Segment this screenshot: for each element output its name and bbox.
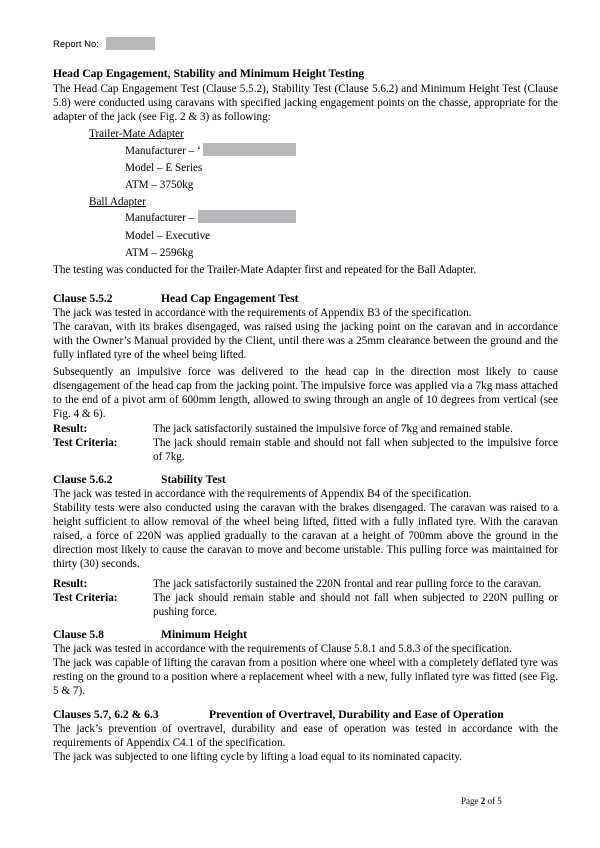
clause-58-p1: The jack was tested in accordance with the requirements of Clause 5.8.1 and 5.8.3 of the specification. (53, 643, 512, 655)
clause-562-number: Clause 5.6.2 (53, 473, 113, 486)
clause-562-criteria-label: Test Criteria: (53, 592, 118, 604)
clause-57-number: Clauses 5.7, 6.2 & 6.3 (53, 708, 159, 721)
report-number-row (53, 37, 155, 50)
clause-58-number: Clause 5.8 (53, 628, 104, 641)
adapter1-name: Trailer-Mate Adapter (89, 128, 184, 140)
section-intro: The Head Cap Engagement Test (Clause 5.5.2), Stability Test (Clause 5.6.2) and Minimum Height Test (Clause 5.8) were conducted using caravans with specified jacking engagement points on the chasse, appropriate for the adapter of the jack (see Fig. 2 & 3) as following: (53, 83, 558, 123)
clause-562-result-label: Result: (53, 578, 88, 590)
clause-562-result-text: The jack satisfactorily sustained the 220N frontal and rear pulling force to the caravan. (153, 578, 542, 590)
clause-58-p2: The jack was capable of lifting the caravan from a position where one wheel with a completely deflated tyre was resting on the ground to a position where a replacement wheel with a new, fully inflated tyre was fitted (see Fig. 5 & 7). (53, 657, 558, 697)
clause-562-p2: Stability tests were also conducted using the caravan with the brakes disengaged. The caravan was raised to a height sufficient to allow removal of the wheel being lifted, fitted with a fully inflated tyre. With the caravan raised, a force of 220N was applied gradually to the caravan at a height of 700mm above the ground in the direction most likely to cause the caravan to move and become unstable. This pulling force was maintained for thirty (30) seconds. (53, 502, 558, 570)
adapter2-manufacturer-row (125, 210, 296, 227)
clause-552-result-text: The jack satisfactorily sustained the impulsive force of 7kg and remained stable. (153, 423, 513, 435)
clause-57-p2: The jack was subjected to one lifting cycle by lifting a load equal to its nominated capacity. (53, 751, 463, 763)
adapter2-manufacturer-redaction (198, 210, 296, 223)
clause-57-title: Prevention of Overtravel, Durability and Ease of Operation (209, 708, 504, 721)
report-number-label: Report No: (53, 39, 99, 50)
section-closing: The testing was conducted for the Trailer-Mate Adapter first and repeated for the Ball Adapter. (53, 264, 477, 276)
adapter2-atm: ATM – 2596kg (125, 247, 194, 259)
adapter1-manufacturer: Manufacturer – ‘ (125, 145, 201, 157)
adapter2-model: Model – Executive (125, 230, 211, 242)
page-prefix: Page (461, 796, 479, 806)
clause-552-number: Clause 5.5.2 (53, 292, 113, 305)
clause-552-criteria-label: Test Criteria: (53, 437, 118, 449)
clause-562-title: Stability Test (161, 473, 226, 486)
report-number-redaction (106, 37, 155, 50)
clause-552-p3: Subsequently an impulsive force was delivered to the head cap in the direction most likely to cause disengagement of the head cap from the jacking point. The impulsive force was applied via a 7kg mass attached to the end of a pivot arm of 600mm length, allowed to swing through an angle of 10 degrees from vertical (see Fig. 4 & 6). (53, 366, 558, 420)
clause-58-title: Minimum Height (161, 628, 247, 641)
clause-57-p1: The jack’s prevention of overtravel, durability and ease of operation was tested in accordance with the requirements of Appendix C4.1 of the specification. (53, 723, 558, 749)
page-number (461, 796, 502, 806)
section-title: Head Cap Engagement, Stability and Minimum Height Testing (53, 67, 365, 80)
clause-552-criteria-text: The jack should remain stable and should not fall when subjected to the impulsive force of 7kg. (153, 437, 558, 463)
clause-552-p1: The jack was tested in accordance with the requirements of Appendix B3 of the specification. (53, 307, 472, 319)
adapter2-manufacturer: Manufacturer – (125, 212, 195, 224)
adapter1-model: Model – E Series (125, 162, 203, 174)
adapter1-manufacturer-redaction (203, 143, 296, 156)
clause-552-title: Head Cap Engagement Test (161, 292, 299, 305)
clause-552-result-label: Result: (53, 423, 88, 435)
page-total: of 5 (487, 796, 502, 806)
page-current: 2 (480, 796, 486, 806)
clause-552-p2: The caravan, with its brakes disengaged, was raised using the jacking point on the caravan and in accordance with the Owner’s Manual provided by the Client, until there was a 25mm clearance between the ground and the fully inflated tyre of the wheel being lifted. (53, 321, 558, 361)
adapter1-manufacturer-row (125, 143, 296, 160)
adapter1-atm: ATM – 3750kg (125, 179, 194, 191)
adapter2-name: Ball Adapter (89, 196, 146, 208)
clause-562-p1: The jack was tested in accordance with the requirements of Appendix B4 of the specification. (53, 488, 472, 500)
clause-562-criteria-text: The jack should remain stable and should not fall when subjected to 220N pulling or pushing force. (153, 592, 558, 618)
